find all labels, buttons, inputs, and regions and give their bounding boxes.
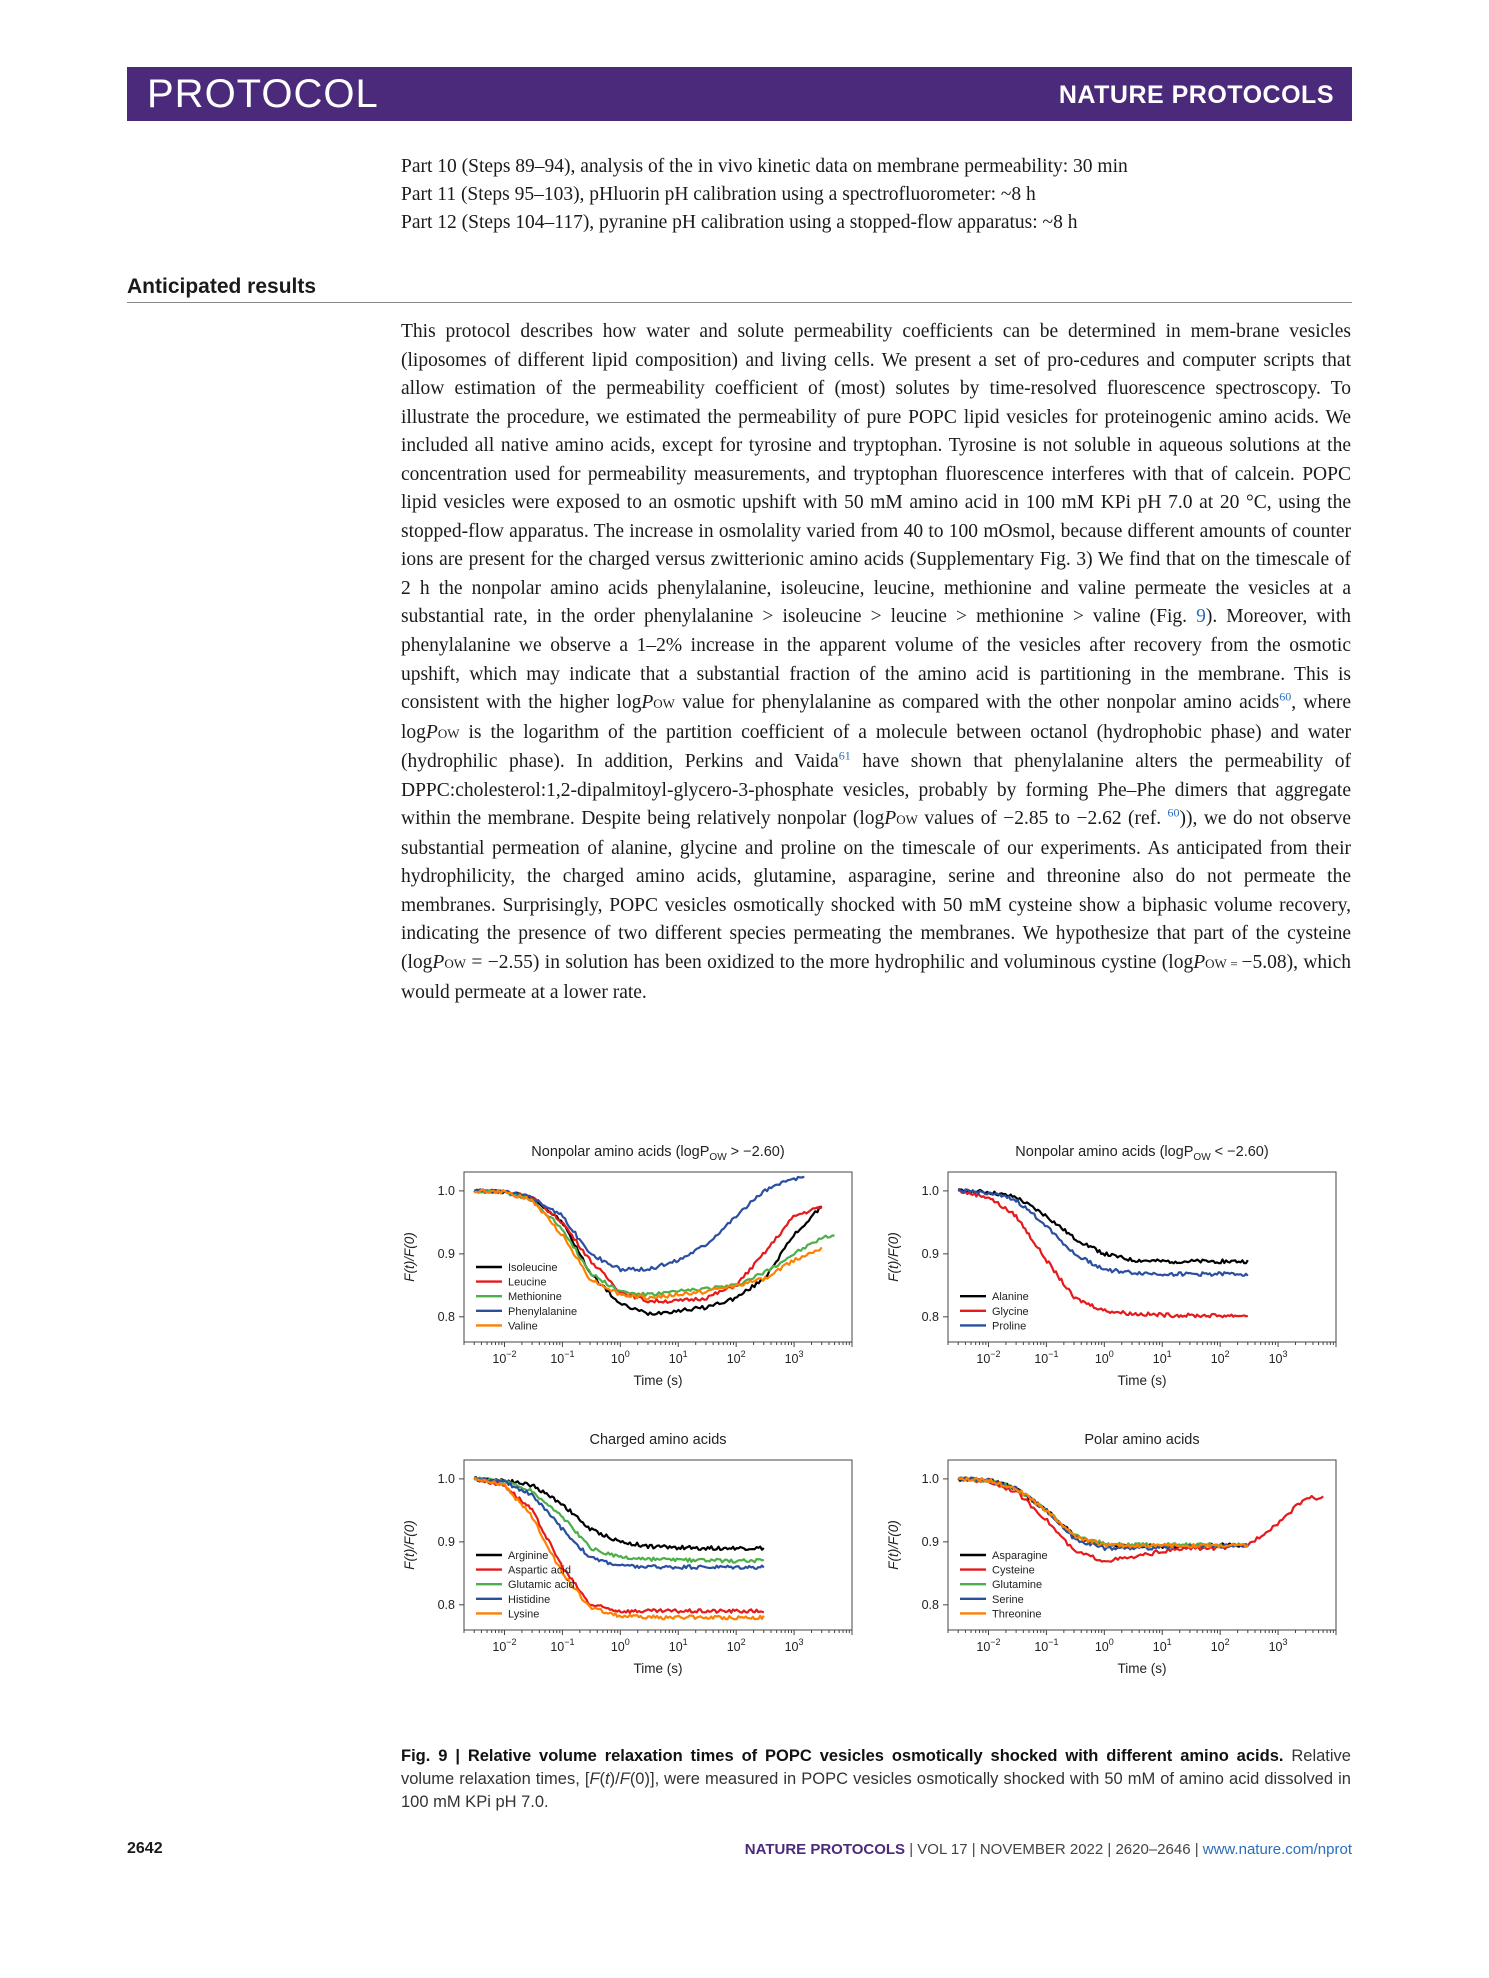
x-tick-power: −2 (990, 1637, 1001, 1647)
legend-label: Serine (992, 1593, 1024, 1606)
panel-title-tail: > −2.60) (726, 1144, 785, 1160)
legend-label: Valine (508, 1320, 538, 1333)
x-tick-label (1034, 1637, 1058, 1654)
legend-label: Cysteine (992, 1564, 1035, 1577)
y-tick-label: 0.9 (921, 1534, 939, 1549)
y-tick-label: 1.0 (437, 1183, 455, 1198)
x-tick-base: 10 (1034, 1640, 1049, 1654)
x-tick-power: 1 (1166, 1349, 1172, 1359)
x-tick-base: 10 (668, 1640, 683, 1654)
journal-label: NATURE PROTOCOLS (1058, 81, 1334, 109)
citation-link[interactable]: 61 (838, 748, 851, 763)
x-tick-power: −1 (1048, 1349, 1059, 1359)
legend-label: Glycine (992, 1305, 1029, 1318)
y-tick-label: 1.0 (437, 1471, 455, 1486)
panel-title-text: Polar amino acids (1084, 1432, 1200, 1448)
series-line-proline (958, 1189, 1248, 1276)
legend-label: Histidine (508, 1593, 551, 1606)
x-tick-power: −1 (1048, 1637, 1059, 1647)
panel-title-sub: OW (1193, 1152, 1211, 1163)
y-axis-label: F(t)/F(0) (402, 1520, 417, 1570)
y-axis-label: F(t)/F(0) (886, 1520, 901, 1570)
y-tick-label: 0.8 (921, 1309, 939, 1324)
x-tick-base: 10 (1152, 1352, 1167, 1366)
x-tick-label (1269, 1349, 1288, 1366)
y-tick-label: 0.9 (437, 1534, 455, 1549)
x-tick-power: 2 (1224, 1349, 1230, 1359)
legend-label: Isoleucine (508, 1262, 558, 1274)
panel-title-text: Charged amino acids (589, 1432, 727, 1448)
series-line-alanine (958, 1189, 1248, 1263)
legend-label: Aspartic acid (508, 1564, 571, 1577)
x-tick-label (1269, 1637, 1288, 1654)
legend-label: Threonine (992, 1608, 1042, 1621)
panel-title (589, 1432, 726, 1448)
x-axis-label: Time (s) (633, 1661, 683, 1676)
x-tick-power: 2 (740, 1349, 746, 1359)
x-tick-base: 10 (1034, 1352, 1049, 1366)
y-axis-label: F(t)/F(0) (402, 1232, 417, 1282)
legend-label: Methionine (508, 1291, 562, 1304)
x-tick-label (550, 1637, 574, 1654)
y-axis-label: F(t)/F(0) (886, 1232, 901, 1282)
y-tick-label: 0.8 (437, 1309, 455, 1324)
x-tick-label (785, 1349, 804, 1366)
x-tick-base: 10 (668, 1352, 683, 1366)
x-tick-label (1095, 1637, 1114, 1654)
x-tick-label (611, 1349, 630, 1366)
y-tick-label: 1.0 (921, 1183, 939, 1198)
x-tick-label (976, 1349, 1000, 1366)
x-tick-power: −1 (564, 1349, 575, 1359)
x-tick-base: 10 (1094, 1352, 1109, 1366)
y-tick-label: 0.8 (437, 1597, 455, 1612)
x-tick-base: 10 (492, 1640, 507, 1654)
x-tick-base: 10 (726, 1640, 741, 1654)
x-tick-base: 10 (1268, 1352, 1283, 1366)
panel-3 (402, 1432, 852, 1676)
panel-title (1015, 1144, 1268, 1163)
x-tick-power: 3 (798, 1349, 804, 1359)
x-tick-base: 10 (1152, 1640, 1167, 1654)
x-tick-label (785, 1637, 804, 1654)
timing-parts (401, 153, 1351, 237)
panel-2 (886, 1144, 1336, 1388)
x-tick-label (669, 1349, 688, 1366)
legend-label: Proline (992, 1320, 1027, 1333)
figure-caption: Fig. 9 | Relative volume relaxation times of POPC vesicles osmotically shocked with different amino acids. Relative volume relaxation times, [F(t)/F(0)], were measured in POPC vesicles osmotically shocked with 50 mM of amino acid dissolved in 100 mM KPi pH 7.0. (401, 1747, 1351, 1811)
y-tick-label: 1.0 (921, 1471, 939, 1486)
x-tick-label (492, 1637, 516, 1654)
figure-link[interactable]: 9 (1196, 606, 1206, 628)
series-line-asparagine (958, 1477, 1248, 1548)
part-line: Part 10 (Steps 89–94), analysis of the in vivo kinetic data on membrane permeability: 30 min (401, 156, 1128, 177)
legend-label: Glutamic acid (508, 1579, 575, 1592)
x-tick-power: 0 (624, 1637, 630, 1647)
x-tick-base: 10 (1094, 1640, 1109, 1654)
x-tick-label (669, 1637, 688, 1654)
x-tick-label (1211, 1349, 1230, 1366)
x-tick-base: 10 (976, 1352, 991, 1366)
citation-link[interactable]: 60 (1279, 689, 1292, 704)
x-tick-base: 10 (784, 1352, 799, 1366)
x-tick-power: 2 (1224, 1637, 1230, 1647)
x-tick-power: 3 (798, 1637, 804, 1647)
part-line: Part 11 (Steps 95–103), pHluorin pH calibration using a spectrofluorometer: ~8 h (401, 184, 1036, 205)
panel-title-text: Nonpolar amino acids (logP (1015, 1144, 1194, 1160)
x-tick-base: 10 (1210, 1640, 1225, 1654)
x-tick-base: 10 (726, 1352, 741, 1366)
x-axis-label: Time (s) (633, 1373, 683, 1388)
x-tick-base: 10 (1210, 1352, 1225, 1366)
part-line: Part 12 (Steps 104–117), pyranine pH calibration using a stopped-flow apparatus: ~8 h (401, 212, 1078, 233)
figure-9 (380, 1120, 1360, 1740)
panel-title-sub: OW (709, 1152, 727, 1163)
x-tick-base: 10 (784, 1640, 799, 1654)
legend-label: Lysine (508, 1608, 540, 1621)
x-tick-power: 3 (1282, 1349, 1288, 1359)
panel-title-text: Nonpolar amino acids (logP (531, 1144, 710, 1160)
legend-label: Leucine (508, 1276, 547, 1289)
x-tick-power: 1 (682, 1349, 688, 1359)
x-tick-power: 0 (624, 1349, 630, 1359)
y-tick-label: 0.8 (921, 1597, 939, 1612)
x-tick-label (1034, 1349, 1058, 1366)
x-tick-base: 10 (610, 1640, 625, 1654)
legend-label: Alanine (992, 1291, 1029, 1304)
x-axis-label: Time (s) (1117, 1373, 1167, 1388)
panel-title (1084, 1432, 1199, 1448)
legend-label: Arginine (508, 1550, 549, 1562)
x-tick-power: 1 (682, 1637, 688, 1647)
series-line-phenylalanine (474, 1177, 804, 1272)
x-tick-base: 10 (550, 1640, 565, 1654)
citation-link[interactable]: 60 (1167, 805, 1180, 820)
x-tick-power: 0 (1108, 1637, 1114, 1647)
x-tick-label (1095, 1349, 1114, 1366)
x-tick-power: −1 (564, 1637, 575, 1647)
x-tick-base: 10 (610, 1352, 625, 1366)
x-tick-power: 1 (1166, 1637, 1172, 1647)
body-paragraph: This protocol describes how water and solute permeability coefficients can be determined in mem-brane vesicles (liposomes of different lipid composition) and living cells. We present a set of pro-cedures and computer scripts that allow estimation of the permeability coefficient of (most) solutes by time-resolved fluorescence spectroscopy. To illustrate the procedure, we estimated the permeability of pure POPC lipid vesicles for proteinogenic amino acids. We included all native amino acids, except for tyrosine and tryptophan. Tyrosine is not soluble in aqueous solutions at the concentration used for permeability measurements, and tryptophan fluorescence interferes with that of calcein. POPC lipid vesicles were exposed to an osmotic upshift with 50 mM amino acid in 100 mM KPi pH 7.0 at 20 °C, using the stopped-flow apparatus. The increase in osmolality varied from 40 to 100 mOsmol, because different amounts of counter ions are present for the charged versus zwitterionic amino acids (Supplementary Fig. 3) We find that on the timescale of 2 h the nonpolar amino acids phenylalanine, isoleucine, leucine, methionine and valine permeate the vesicles at a substantial rate, in the order phenylalanine > isoleucine > leucine > methionine > valine (Fig. 9). Moreover, with phenylalanine we observe a 1–2% increase in the apparent volume of the vesicles after recovery from the osmotic upshift, which may indicate that a substantial fraction of the amino acid is partitioning in the membrane. This is consistent with the higher logPOW value for phenylalanine as compared with the other nonpolar amino acids$^{60}$, where logPOW is the logarithm of the partition coefficient of a molecule between octanol (hydrophobic phase) and water (hydrophilic phase). In addition, Perkins and Vaida$^{61}$ have shown that phenylalanine alters the permeability of DPPC:cholesterol:1,2-dipalmitoyl-glycero-3-phosphate vesicles, probably by forming Phe–Phe dimers that aggregate within the membrane. Despite being relatively nonpolar (logPOW values of −2.85 to −2.62 (ref. $^{60}$)), we do not observe substantial permeation of alanine, glycine and proline on the timescale of our experiments. As anticipated from their hydrophilicity, the charged amino acids, glutamine, asparagine, serine and threonine also do not permeate the membranes. Surprisingly, POPC vesicles osmotically shocked with 50 mM cysteine show a biphasic volume recovery, indicating the presence of two different species permeating the membranes. We hypothesize that part of the cysteine (logPOW = −2.55) in solution has been oxidized to the more hydrophilic and voluminous cystine (logPOW = −5.08), which would permeate at a lower rate. (401, 321, 1352, 1003)
x-tick-label (492, 1349, 516, 1366)
x-tick-power: −2 (506, 1637, 517, 1647)
x-tick-label (1211, 1637, 1230, 1654)
figure-svg (380, 1120, 1360, 1740)
header-banner (127, 67, 1352, 121)
x-tick-label (727, 1349, 746, 1366)
x-tick-label (1153, 1349, 1172, 1366)
panel-1 (402, 1144, 852, 1388)
x-tick-base: 10 (492, 1352, 507, 1366)
x-tick-label (727, 1637, 746, 1654)
journal-url-link[interactable]: www.nature.com/nprot (1202, 1841, 1352, 1858)
section-heading: Anticipated results (127, 275, 317, 298)
x-tick-power: 2 (740, 1637, 746, 1647)
heading-rule (127, 302, 1352, 303)
series-line-threonine (958, 1478, 1248, 1548)
y-tick-label: 0.9 (921, 1246, 939, 1261)
x-tick-power: 3 (1282, 1637, 1288, 1647)
x-axis-label: Time (s) (1117, 1661, 1167, 1676)
panel-title-tail: < −2.60) (1210, 1144, 1269, 1160)
panel-4 (886, 1432, 1336, 1676)
x-tick-power: −2 (506, 1349, 517, 1359)
x-tick-label (550, 1349, 574, 1366)
footer-citation: NATURE PROTOCOLS | VOL 17 | NOVEMBER 2022 | 2620–2646 | www.nature.com/nprot (744, 1841, 1352, 1858)
x-tick-base: 10 (550, 1352, 565, 1366)
series-line-serine (958, 1478, 1248, 1550)
x-tick-label (1153, 1637, 1172, 1654)
x-tick-base: 10 (1268, 1640, 1283, 1654)
page-number: 2642 (127, 1840, 163, 1857)
panel-title (531, 1144, 784, 1163)
x-tick-base: 10 (976, 1640, 991, 1654)
series-line-glutamine (958, 1478, 1248, 1547)
x-tick-label (611, 1637, 630, 1654)
y-tick-label: 0.9 (437, 1246, 455, 1261)
x-tick-label (976, 1637, 1000, 1654)
section-label: PROTOCOL (147, 72, 379, 116)
legend-label: Phenylalanine (508, 1305, 578, 1318)
x-tick-power: 0 (1108, 1349, 1114, 1359)
x-tick-power: −2 (990, 1349, 1001, 1359)
legend-label: Asparagine (992, 1550, 1048, 1562)
legend-label: Glutamine (992, 1579, 1043, 1592)
